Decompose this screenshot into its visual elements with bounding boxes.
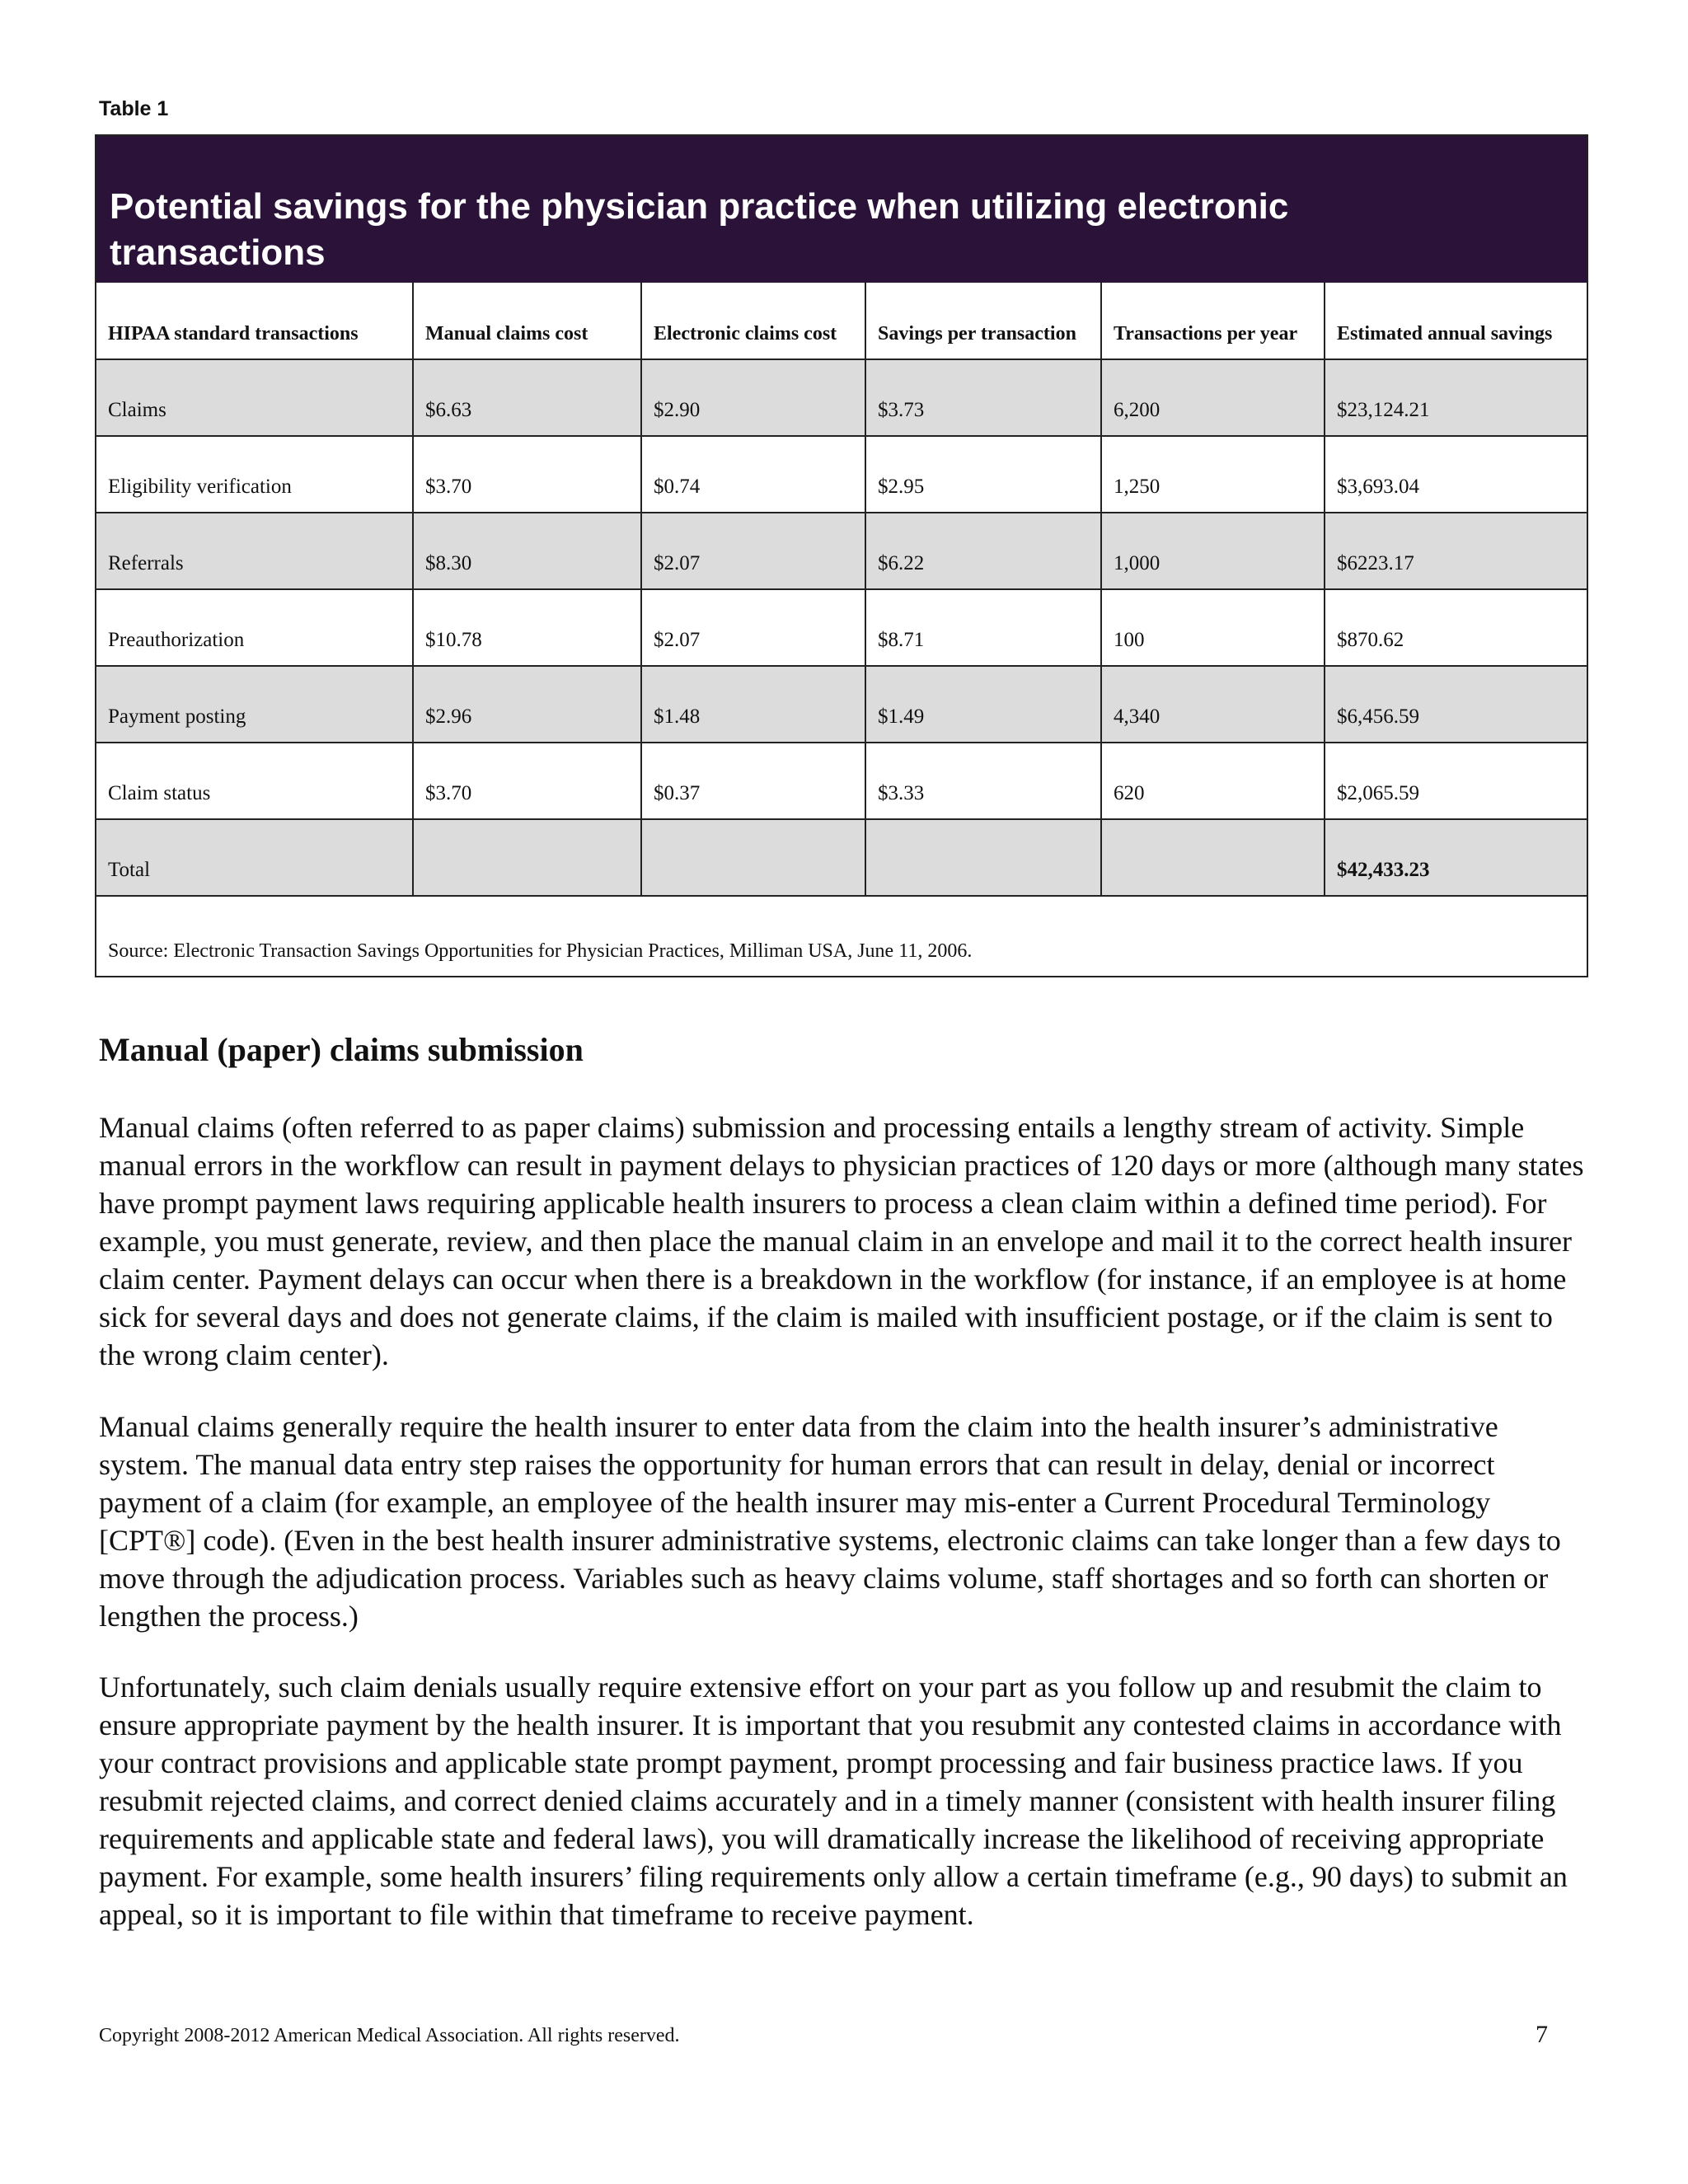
savings-data-table — [96, 283, 1587, 976]
table-cell: $3.70 — [413, 436, 641, 513]
body-paragraph: Manual claims (often referred to as paper claims) submission and processing entails a lengthy stream of activity. Simple manual errors in the workflow can result in payment delays to physician practices of 120 days or more (although many states have prompt payment laws requiring applicable health insurers to process a clean claim within a defined time period). For example, you must generate, review, and then place the manual claim in an envelope and mail it to the correct health insurer claim center. Payment delays can occur when there is a breakdown in the workflow (for instance, if an employee is at home sick for several days and does not generate claims, if the claim is mailed with insufficient postage, or if the claim is sent to the wrong claim center). — [99, 1111, 1584, 1371]
table-cell: $2.90 — [641, 359, 865, 436]
table-cell: 1,000 — [1101, 513, 1325, 589]
table-row — [96, 436, 1587, 513]
column-header-transactions: HIPAA standard transactions — [96, 283, 413, 359]
table-title: Potential savings for the physician practice when utilizing electronic transactions — [110, 186, 1289, 273]
table-cell: $3.73 — [865, 359, 1101, 436]
section-heading: Manual (paper) claims submission — [99, 1031, 584, 1068]
total-value: $42,433.23 — [1325, 819, 1587, 896]
table-cell: $23,124.21 — [1325, 359, 1587, 436]
table-cell: $3,693.04 — [1325, 436, 1587, 513]
body-paragraph: Manual claims generally require the health insurer to enter data from the claim into the health insurer’s administrative system. The manual data entry step raises the opportunity for human errors that can result in delay, denial or incorrect payment of a claim (for example, an employee of the health insurer may mis-enter a Current Procedural Terminology [CPT®] code). (Even in the best health insurer administrative systems, electronic claims can take longer than a few days to move through the adjudication process. Variables such as heavy claims volume, staff shortages and so forth can shorten or lengthen the process.) — [99, 1410, 1561, 1633]
table-row — [96, 513, 1587, 589]
table-cell: $2.96 — [413, 666, 641, 743]
table-row — [96, 743, 1587, 819]
table-cell: $6.22 — [865, 513, 1101, 589]
table-cell-empty — [641, 819, 865, 896]
table-source-note: Source: Electronic Transaction Savings Opportunities for Physician Practices, Milliman USA, June 11, 2006. — [96, 896, 1587, 976]
table-cell-empty — [1101, 819, 1325, 896]
table-row — [96, 666, 1587, 743]
table-cell: $2.07 — [641, 589, 865, 666]
table-cell: Claims — [96, 359, 413, 436]
total-label: Total — [96, 819, 413, 896]
table-cell: $10.78 — [413, 589, 641, 666]
table-cell-empty — [865, 819, 1101, 896]
table-cell: $870.62 — [1325, 589, 1587, 666]
table-cell: $6223.17 — [1325, 513, 1587, 589]
table-cell-empty — [413, 819, 641, 896]
table-cell: $2.95 — [865, 436, 1101, 513]
page-number: 7 — [1536, 2021, 1548, 2048]
copyright-footer: Copyright 2008-2012 American Medical Association. All rights reserved. — [99, 2025, 680, 2046]
column-header-transactions-per-year: Transactions per year — [1101, 283, 1325, 359]
table-cell: 620 — [1101, 743, 1325, 819]
table-cell: Preauthorization — [96, 589, 413, 666]
table-cell: $8.30 — [413, 513, 641, 589]
table-total-row — [96, 819, 1587, 896]
column-header-manual-cost: Manual claims cost — [413, 283, 641, 359]
table-cell: $1.49 — [865, 666, 1101, 743]
table-cell: Referrals — [96, 513, 413, 589]
savings-table — [95, 134, 1588, 977]
table-cell: $2.07 — [641, 513, 865, 589]
table-cell: 4,340 — [1101, 666, 1325, 743]
table-source-row — [96, 896, 1587, 976]
table-cell: Claim status — [96, 743, 413, 819]
table-cell: $2,065.59 — [1325, 743, 1587, 819]
table-cell: $3.33 — [865, 743, 1101, 819]
table-cell: $8.71 — [865, 589, 1101, 666]
table-cell: 1,250 — [1101, 436, 1325, 513]
table-cell: $6,456.59 — [1325, 666, 1587, 743]
table-row — [96, 359, 1587, 436]
column-header-electronic-cost: Electronic claims cost — [641, 283, 865, 359]
table-row — [96, 589, 1587, 666]
table-label: Table 1 — [99, 97, 169, 120]
table-cell: $0.37 — [641, 743, 865, 819]
table-cell: $3.70 — [413, 743, 641, 819]
table-cell: Payment posting — [96, 666, 413, 743]
table-title-band — [96, 136, 1587, 283]
table-cell: 6,200 — [1101, 359, 1325, 436]
column-header-savings-per-transaction: Savings per transaction — [865, 283, 1101, 359]
column-header-annual-savings: Estimated annual savings — [1325, 283, 1587, 359]
table-cell: $1.48 — [641, 666, 865, 743]
body-paragraph: Unfortunately, such claim denials usually require extensive effort on your part as you follow up and resubmit the claim to ensure appropriate payment by the health insurer. It is important that you resubmit any contested claims in accordance with your contract provisions and applicable state prompt payment, prompt processing and fair business practice laws. If you resubmit rejected claims, and correct denied claims accurately and in a timely manner (consistent with health insurer filing requirements and applicable state and federal laws), you will dramatically increase the likelihood of receiving appropriate payment. For example, some health insurers’ filing requirements only allow a certain timeframe (e.g., 90 days) to submit an appeal, so it is important to file within that timeframe to receive payment. — [99, 1671, 1568, 1931]
table-cell: $0.74 — [641, 436, 865, 513]
table-cell: 100 — [1101, 589, 1325, 666]
table-header-row — [96, 283, 1587, 359]
table-cell: $6.63 — [413, 359, 641, 436]
table-cell: Eligibility verification — [96, 436, 413, 513]
